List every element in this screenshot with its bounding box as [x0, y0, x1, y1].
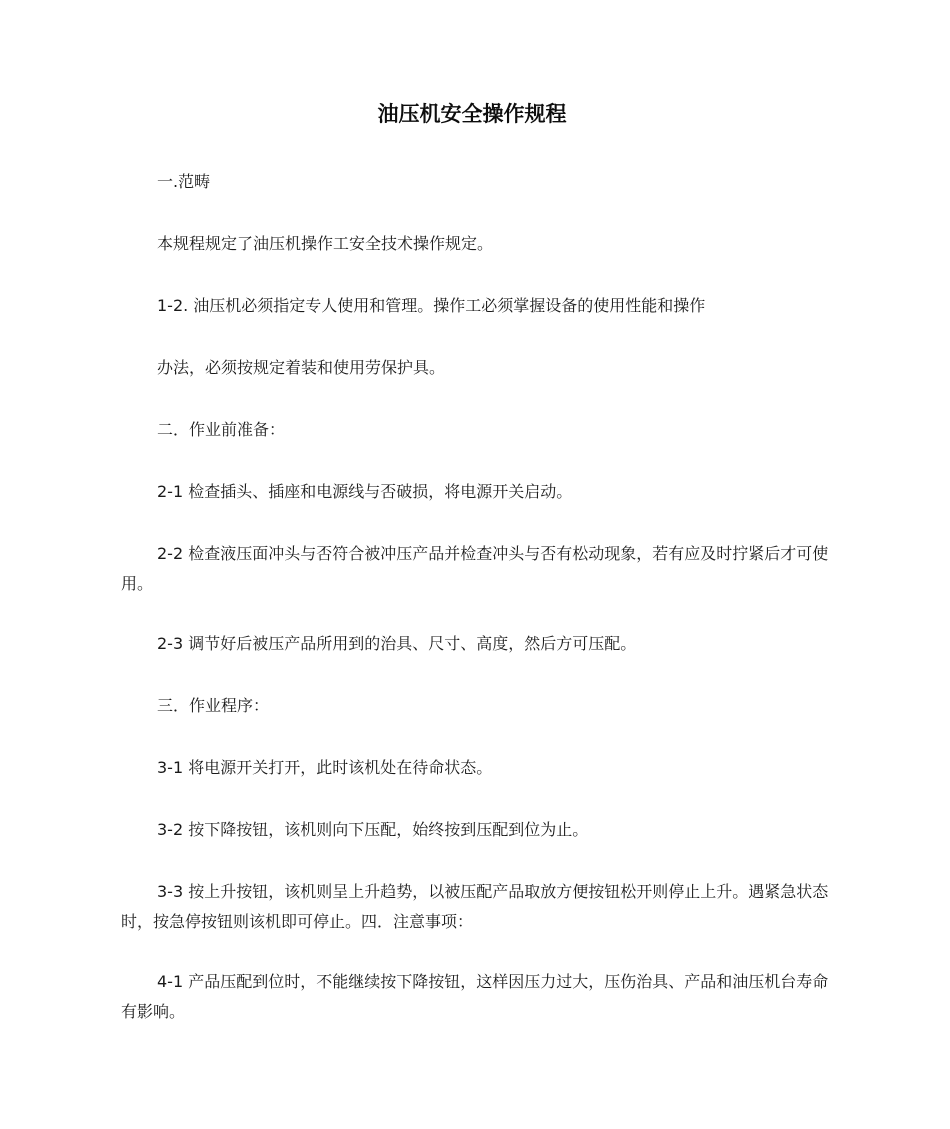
paragraph-2-2: 2-2 检查液压面冲头与否符合被冲压产品并检查冲头与否有松动现象，若有应及时拧紧后才可使用。 [121, 544, 829, 593]
paragraph-1-2-line2: 办法，必须按规定着装和使用劳保护具。 [157, 358, 446, 377]
section-2-heading: 二．作业前准备： [157, 420, 286, 439]
paragraph-scope: 本规程规定了油压机操作工安全技术操作规定。 [157, 234, 494, 253]
section-1-heading: 一.范畴 [157, 172, 211, 191]
paragraph-4-1: 4-1 产品压配到位时，不能继续按下降按钮，这样因压力过大，压伤治具、产品和油压机台寿命有影响。 [121, 972, 829, 1021]
paragraph-1-2-line1: 1-2. 油压机必须指定专人使用和管理。操作工必须掌握设备的使用性能和操作 [157, 296, 706, 315]
paragraph-3-1: 3-1 将电源开关打开，此时该机处在待命状态。 [157, 758, 493, 777]
section-3-heading: 三．作业程序： [157, 696, 270, 715]
paragraph-3-2: 3-2 按下降按钮，该机则向下压配，始终按到压配到位为止。 [157, 820, 589, 839]
paragraph-3-3: 3-3 按上升按钮，该机则呈上升趋势，以被压配产品取放方便按钮松开则停止上升。遇紧急状态时，按急停按钮则该机即可停止。四．注意事项： [121, 882, 829, 931]
document-title: 油压机安全操作规程 [377, 102, 567, 126]
paragraph-2-3: 2-3 调节好后被压产品所用到的治具、尺寸、高度，然后方可压配。 [157, 634, 637, 653]
paragraph-2-1: 2-1 检查插头、插座和电源线与否破损，将电源开关启动。 [157, 482, 573, 501]
